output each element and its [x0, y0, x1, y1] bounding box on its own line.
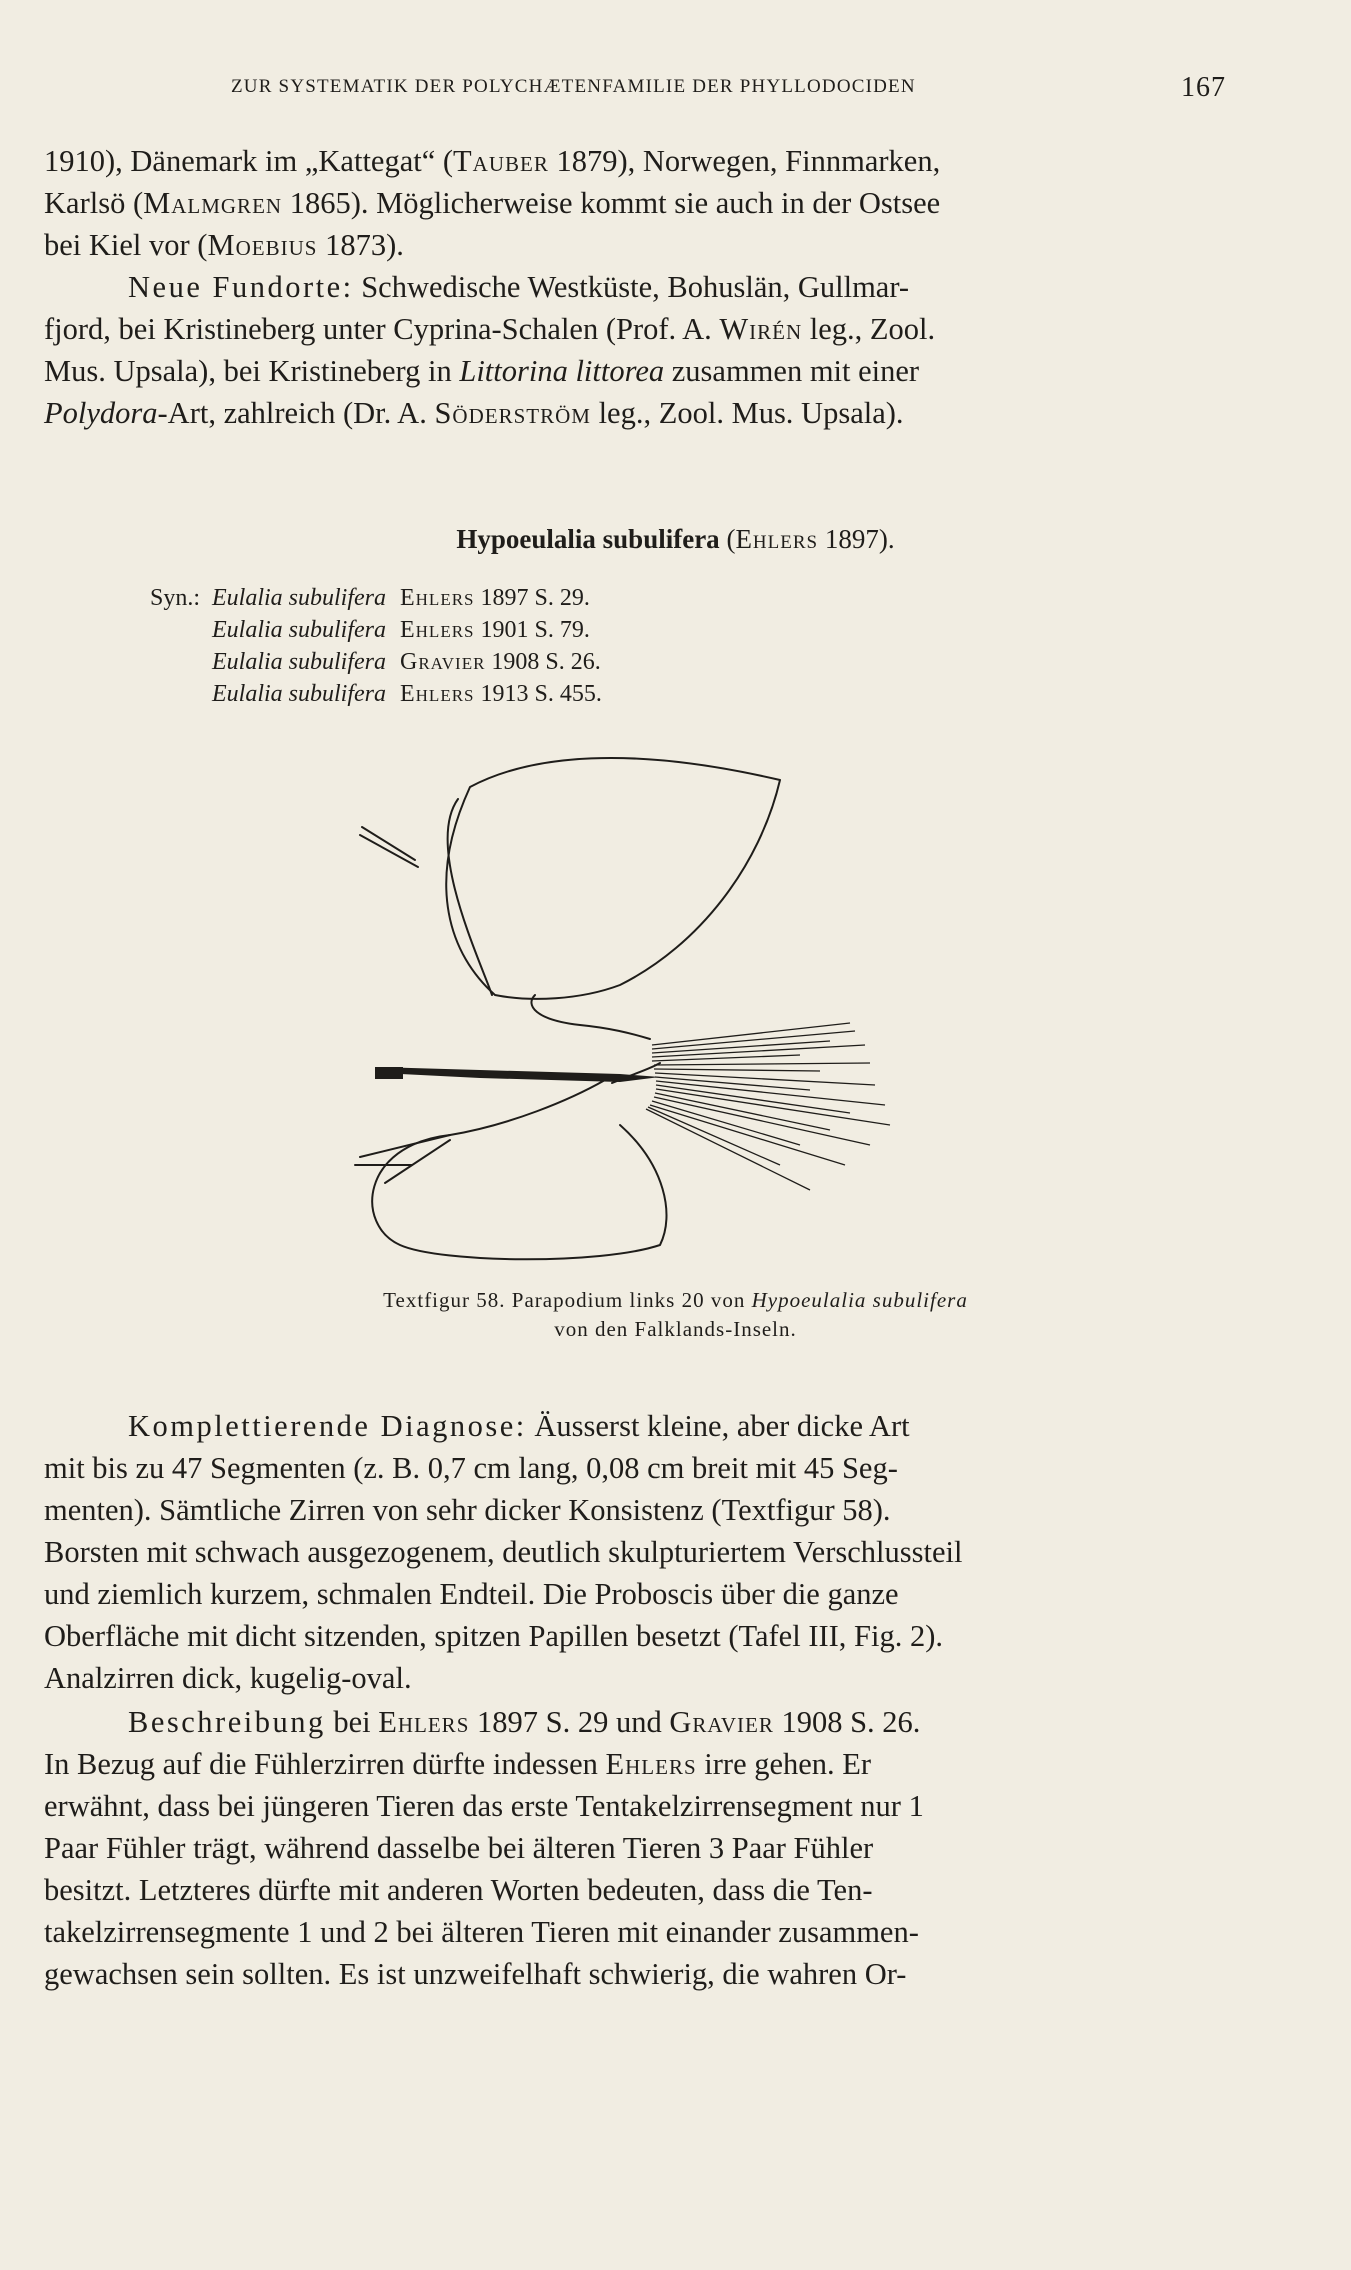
seta	[654, 1097, 870, 1145]
text-line: Paar Fühler trägt, während dasselbe bei älteren Tieren 3 Paar Fühler	[44, 1831, 874, 1865]
ventral-cirrus	[372, 1080, 666, 1259]
text-line: besitzt. Letzteres dürfte mit anderen Worten bedeuten, dass die Ten-	[44, 1873, 873, 1907]
setal-lobe-outline	[531, 995, 650, 1039]
text-line: takelzirrensegmente 1 und 2 bei älteren Tieren mit einander zusammen-	[44, 1915, 919, 1949]
text-line: menten). Sämtliche Zirren von sehr dicker Konsistenz (Textfigur 58).	[44, 1493, 891, 1527]
upper-body-line	[362, 827, 415, 860]
text-line: und ziemlich kurzem, schmalen Endteil. Die Proboscis über die ganze	[44, 1577, 899, 1611]
text-line: Mus. Upsala), bei Kristineberg in Littorina littorea zusammen mit einer	[44, 354, 920, 388]
text-line: gewachsen sein sollten. Es ist unzweifelhaft schwierig, die wahren Or-	[44, 1957, 907, 1991]
setae-bundle	[646, 1023, 890, 1190]
beschreibung-paragraph	[44, 1701, 1226, 1995]
text-line: Oberfläche mit dicht sitzenden, spitzen Papillen besetzt (Tafel III, Fig. 2).	[44, 1619, 944, 1653]
parapodium-figure	[330, 745, 930, 1275]
fundorte-paragraph	[44, 266, 1226, 434]
beschreibung-label: Beschreibung	[128, 1705, 326, 1739]
species-heading: Hypoeulalia subulifera (Ehlers 1897).	[456, 524, 895, 554]
seta	[654, 1069, 820, 1071]
page-header	[44, 72, 1226, 112]
text-line: erwähnt, dass bei jüngeren Tieren das erste Tentakelzirrensegment nur 1	[44, 1789, 924, 1823]
diagnose-paragraph	[44, 1405, 1226, 1699]
text-line: Beschreibung bei Ehlers 1897 S. 29 und Gravier 1908 S. 26.	[128, 1705, 921, 1739]
lower-body-line	[360, 1135, 450, 1157]
synonym-list	[150, 582, 602, 710]
text-line: Karlsö (Malmgren 1865). Möglicherweise kommt sie auch in der Ostsee	[44, 186, 941, 220]
diagnose-label: Komplettierende Diagnose:	[128, 1409, 527, 1443]
intro-paragraph	[44, 140, 1226, 266]
fundorte-label: Neue Fundorte:	[128, 270, 354, 304]
synonym-row: Syn.: Eulalia subulifera Ehlers 1897 S. 29.	[150, 582, 602, 614]
text-line: Analzirren dick, kugelig-oval.	[44, 1661, 412, 1695]
caption-line: von den Falklands-Inseln.	[554, 1317, 797, 1341]
seta	[654, 1063, 870, 1065]
dorsal-cirrus	[446, 758, 780, 999]
text-line: In Bezug auf die Fühlerzirren dürfte indessen Ehlers irre gehen. Er	[44, 1747, 872, 1781]
figure-caption	[0, 1286, 1351, 1344]
species-name: Hypoeulalia subulifera	[456, 524, 720, 554]
seta	[655, 1073, 875, 1085]
synonym-label: Syn.:	[150, 585, 201, 611]
aciculum	[375, 1067, 660, 1082]
text-line: Neue Fundorte: Schwedische Westküste, Bohuslän, Gullmar-	[128, 270, 910, 304]
synonym-row: Eulalia subulifera Ehlers 1901 S. 79.	[212, 617, 590, 643]
text-line: Polydora-Art, zahlreich (Dr. A. Söderström leg., Zool. Mus. Upsala).	[44, 396, 904, 430]
running-title: ZUR SYSTEMATIK DER POLYCHÆTENFAMILIE DER PHYLLODOCIDEN	[231, 76, 916, 97]
text-line: mit bis zu 47 Segmenten (z. B. 0,7 cm lang, 0,08 cm breit mit 45 Seg-	[44, 1451, 898, 1485]
lower-body-line	[385, 1140, 450, 1183]
upper-body-line	[360, 835, 418, 867]
seta	[656, 1089, 890, 1125]
synonym-row: Eulalia subulifera Gravier 1908 S. 26.	[212, 649, 601, 675]
caption-line: Textfigur 58. Parapodium links 20 von Hypoeulalia subulifera	[383, 1288, 968, 1312]
text-line: bei Kiel vor (Moebius 1873).	[44, 228, 404, 262]
aciculum-base	[375, 1067, 403, 1079]
text-line: Borsten mit schwach ausgezogenem, deutlich skulpturiertem Verschlussteil	[44, 1535, 963, 1569]
text-line: fjord, bei Kristineberg unter Cyprina-Schalen (Prof. A. Wirén leg., Zool.	[44, 312, 936, 346]
page-number: 167	[1181, 72, 1226, 103]
text-line: Komplettierende Diagnose: Äusserst kleine, aber dicke Art	[128, 1409, 910, 1443]
text-line: 1910), Dänemark im „Kattegat“ (Tauber 1879), Norwegen, Finnmarken,	[44, 144, 941, 178]
synonym-row: Eulalia subulifera Ehlers 1913 S. 455.	[212, 681, 602, 707]
